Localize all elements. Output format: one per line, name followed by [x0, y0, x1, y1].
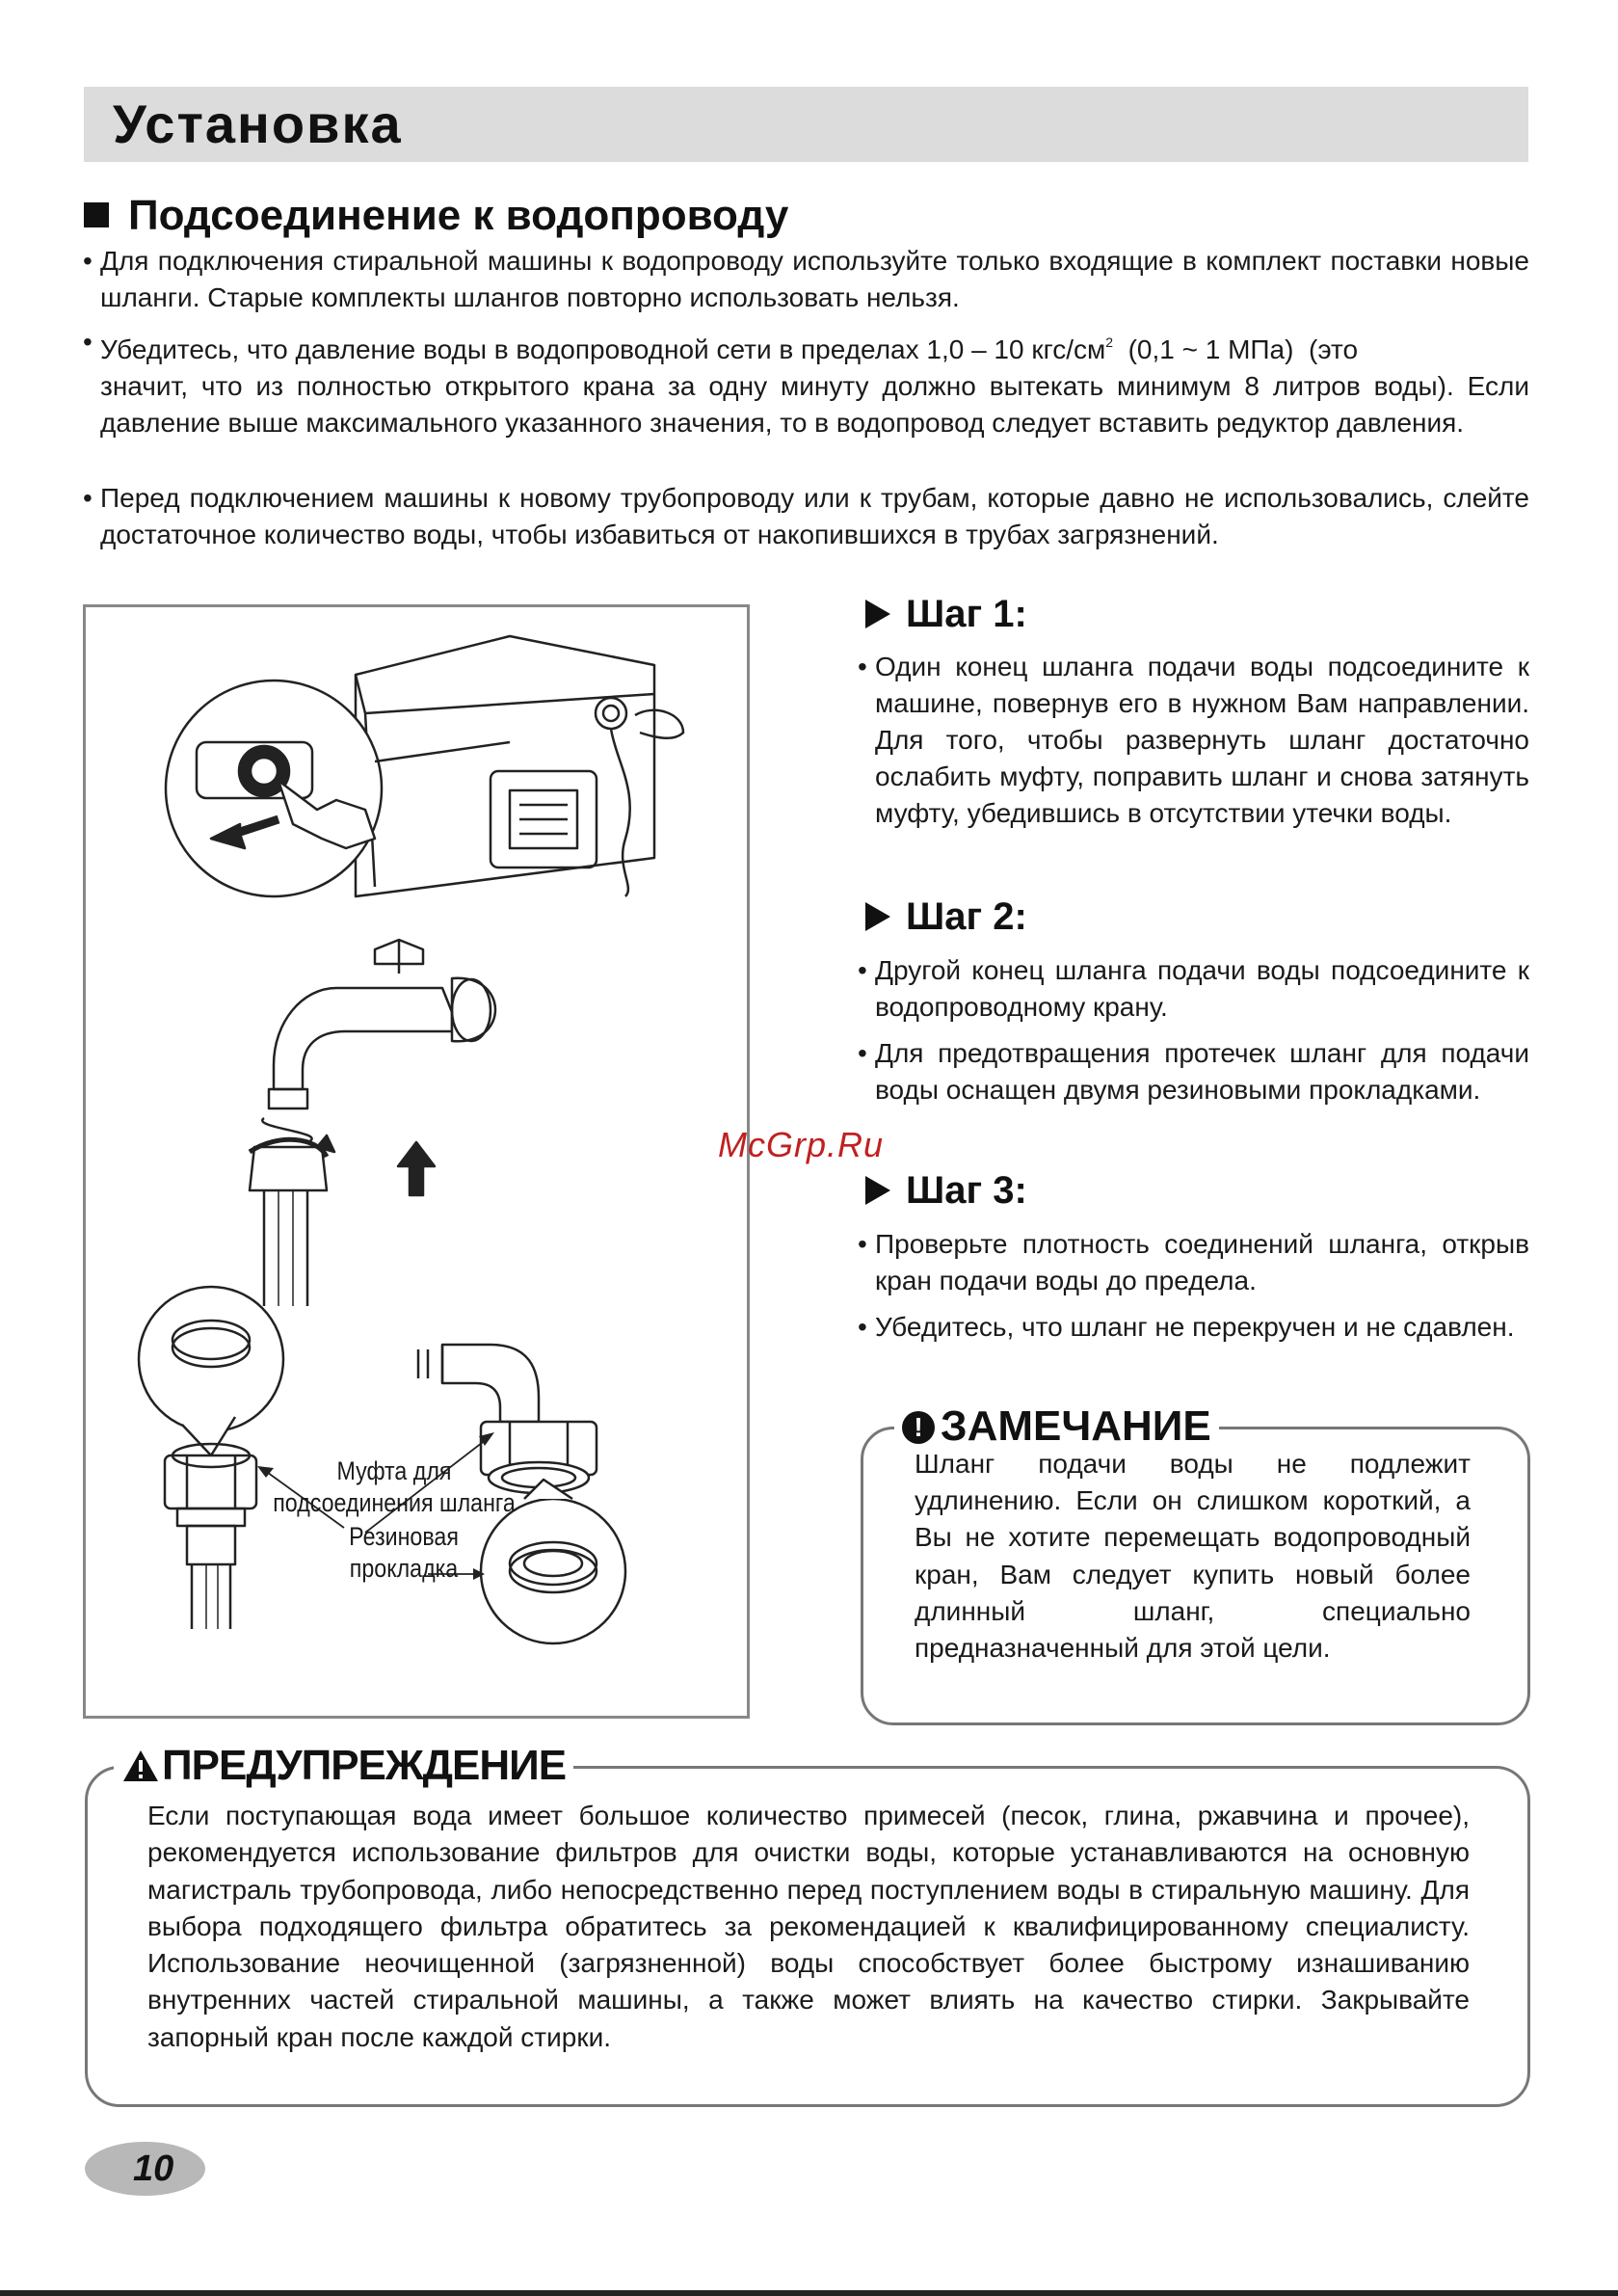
illustration-box [83, 604, 750, 1719]
section-heading-text: Подсоединение к водопроводу [128, 192, 789, 239]
step-1-title-text: Шаг 1: [906, 593, 1027, 635]
pressure-line [100, 334, 1358, 364]
step-3-title-text: Шаг 3: [906, 1169, 1027, 1212]
bullet-dot: • [858, 1229, 867, 1259]
pressure-prefix: Убедитесь, что давление воды в водопроводной сети в пределах 1,0 – 10 кгс/см [100, 334, 1106, 364]
step-1-title [865, 590, 1027, 638]
bullet-dot: • [858, 1312, 867, 1342]
bullet-dot: • [858, 652, 867, 681]
step-2-bullet-text: Другой конец шланга подачи воды подсоедините к водопроводному крану. [875, 955, 1529, 1022]
intro-bullet-text: Перед подключением машины к новому трубопроводу или к трубам, которые давно не использовались, слейте достаточное количество воды, чтобы избавиться от накопившихся в трубах загрязнений. [100, 483, 1529, 549]
coupling-label-line2: подсоединения шланга [273, 1488, 516, 1517]
page-number: 10 [133, 2149, 174, 2189]
intro-bullet-text: значит, что из полностью открытого крана за одну минуту должно вытекать минимум 8 литров воды). Если давление выше максимального указанного значения, то в водопровод следует вставить редуктор давления. [100, 371, 1529, 438]
intro-bullet-3 [83, 480, 1529, 553]
intro-bullet-text: Для подключения стиральной машины к водопроводу используйте только входящие в комплект поставки новые шланги. Старые комплекты шлангов повторно использовать нельзя. [100, 246, 1529, 312]
warning-text: Если поступающая вода имеет большое количество примесей (песок, глина, ржавчина и прочее), рекомендуется использование фильтров для очистки воды, которые устанавливаются на основную магистраль трубопровода, либо непосредственно перед поступлением воды в стиральную машину. Для выбора подходящего фильтра обратитесь за рекомендацией к квалифицированному специалисту. Использование неочищенной (загрязненной) воды способствует более быстрому изнашиванию внутренних частей стиральной машины, а также может влиять на качество стирки. Закрывайте запорный кран после каждой стирки. [147, 1801, 1470, 2052]
bottom-rule [0, 2290, 1618, 2296]
watermark: McGrp.Ru [718, 1125, 885, 1164]
title-bar [84, 87, 1528, 162]
pressure-sup: 2 [1105, 334, 1114, 350]
play-arrow-icon [865, 600, 890, 628]
coupling-label-line1: Муфта для [336, 1456, 452, 1485]
step-3-bullet-1 [858, 1226, 1529, 1299]
play-arrow-icon [865, 1176, 890, 1205]
step-2-bullet-2 [858, 1035, 1529, 1108]
bullet-dot: • [83, 483, 93, 513]
step-1-bullet [858, 649, 1529, 832]
square-bullet-icon [84, 202, 109, 227]
step-1-bullet-text: Один конец шланга подачи воды подсоедините к машине, повернув его в нужном Вам направлении. Для того, чтобы развернуть шланг достаточно ослабить муфту, поправить шланг и снова затянуть муфту, убедившись в отсутствии утечки воды. [875, 652, 1529, 828]
step-2-bullet-text: Для предотвращения протечек шланг для подачи воды оснащен двумя резиновыми прокладками. [875, 1038, 1529, 1105]
step-3-bullet-2 [858, 1309, 1529, 1346]
note-title-text: ЗАМЕЧАНИЕ [941, 1402, 1211, 1450]
zoom-detail-drawing [166, 681, 510, 896]
washing-machine-drawing [356, 636, 683, 896]
step-2-title-text: Шаг 2: [906, 895, 1027, 938]
bullet-dot: • [858, 1038, 867, 1068]
pressure-suffix: (0,1 ~ 1 МПа) (это [1113, 334, 1359, 364]
note-text: Шланг подачи воды не подлежит удлинению. Если он слишком короткий, а Вы не хотите перемещать водопроводный кран, Вам следует купить новый более длинный шланг, специально предназначенный для этой цели. [915, 1449, 1471, 1664]
warning-triangle-icon [121, 1749, 160, 1783]
faucet-drawing [250, 940, 495, 1306]
step-3-bullet-text: Убедитесь, что шланг не перекручен и не сдавлен. [875, 1312, 1515, 1342]
step-3-title [865, 1166, 1027, 1215]
gasket-label-line2: прокладка [349, 1554, 459, 1583]
bullet-dot: • [83, 246, 93, 276]
warning-title-text: ПРЕДУПРЕЖДЕНИЕ [162, 1742, 567, 1789]
intro-bullet-1 [83, 243, 1529, 316]
step-2-bullet-1 [858, 952, 1529, 1026]
step-3-bullet-text: Проверьте плотность соединений шланга, открыв кран подачи воды до предела. [875, 1229, 1529, 1295]
step-2-title [865, 893, 1027, 941]
intro-bullet-2 [83, 324, 1529, 441]
exclamation-icon: ! [902, 1411, 935, 1444]
bullet-dot: • [858, 955, 867, 985]
bullet-dot: • [83, 327, 93, 357]
gasket-label-line1: Резиновая [349, 1522, 459, 1551]
play-arrow-icon [865, 902, 890, 931]
warning-title [114, 1739, 573, 1793]
section-heading [84, 189, 788, 243]
page-title: Установка [113, 93, 403, 154]
